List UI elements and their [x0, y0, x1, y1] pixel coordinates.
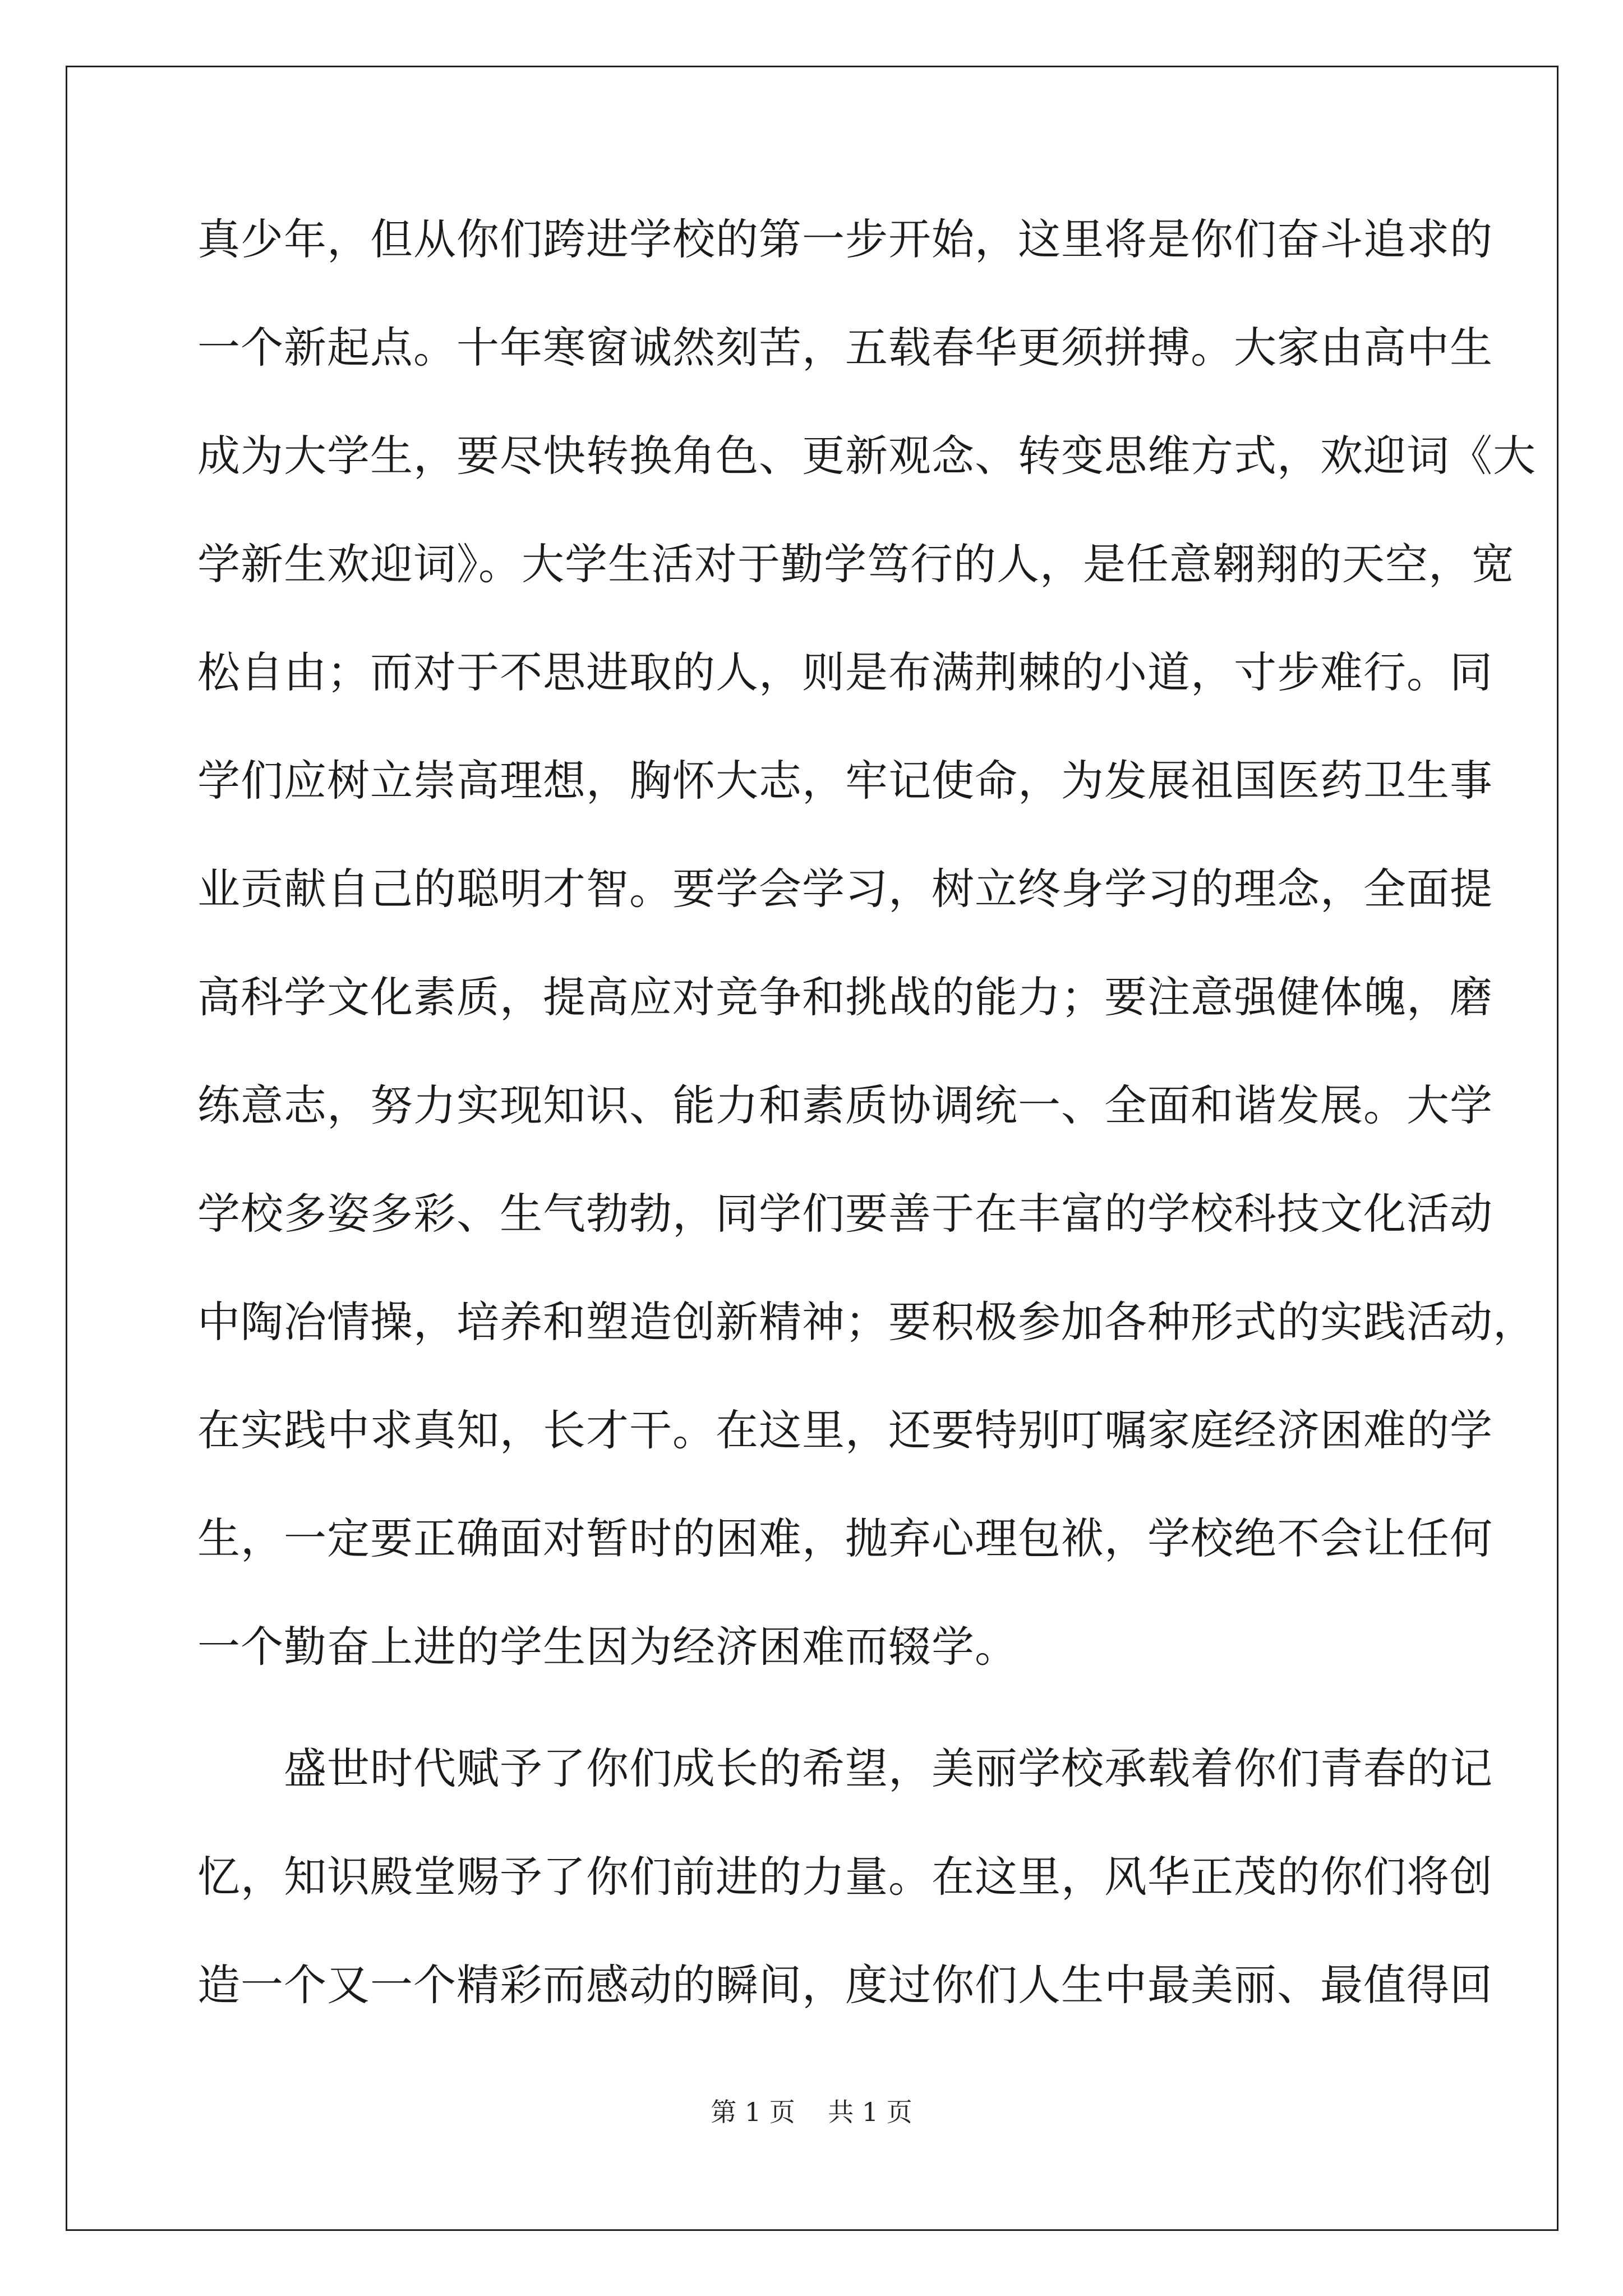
- text-line: 一个新起点。十年寒窗诚然刻苦，五载春华更须拼搏。大家由高中生: [197, 323, 1493, 372]
- text-line: 成为大学生，要尽快转换角色、更新观念、转变思维方式，欢迎词《大: [197, 431, 1536, 481]
- text-line: 一个勤奋上进的学生因为经济困难而辍学。: [197, 1622, 1018, 1672]
- text-line: 高科学文化素质，提高应对竞争和挑战的能力；要注意强健体魄，磨: [197, 972, 1493, 1022]
- paragraph-2: [197, 1741, 1493, 2065]
- text-line: 在实践中求真知，长才干。在这里，还要特别叮嘱家庭经济困难的学: [197, 1405, 1493, 1455]
- paragraph-gap: [197, 1727, 1437, 1741]
- page-number-footer: 第 1 页 共 1 页: [711, 2097, 912, 2127]
- text-line: 业贡献自己的聪明才智。要学会学习，树立终身学习的理念，全面提: [197, 864, 1493, 914]
- text-line: 松自由；而对于不思进取的人，则是布满荆棘的小道，寸步难行。同: [197, 647, 1493, 697]
- text-line: 生，一定要正确面对暂时的困难，抛弃心理包袱，学校绝不会让任何: [197, 1513, 1493, 1563]
- text-line: 真少年，但从你们跨进学校的第一步开始，这里将是你们奋斗追求的: [197, 214, 1493, 264]
- text-line: 中陶冶情操，培养和塑造创新精神；要积极参加各种形式的实践活动，: [197, 1297, 1536, 1347]
- paragraph-1: [197, 211, 1536, 1727]
- text-line: 学们应树立崇高理想，胸怀大志，牢记使命，为发展祖国医药卫生事: [197, 756, 1493, 806]
- text-line: 学校多姿多彩、生气勃勃，同学们要善于在丰富的学校科技文化活动: [197, 1189, 1493, 1239]
- text-line: 练意志，努力实现知识、能力和素质协调统一、全面和谐发展。大学: [197, 1080, 1493, 1130]
- document-body: [197, 211, 1536, 2065]
- text-line: 忆，知识殿堂赐予了你们前进的力量。在这里，风华正茂的你们将创: [197, 1852, 1493, 1902]
- text-line: 盛世时代赋予了你们成长的希望，美丽学校承载着你们青春的记: [197, 1743, 1493, 1793]
- text-line: 造一个又一个精彩而感动的瞬间，度过你们人生中最美丽、最值得回: [197, 1960, 1493, 2010]
- text-line: 学新生欢迎词》。大学生活对于勤学笃行的人，是任意翱翔的天空，宽: [197, 539, 1515, 589]
